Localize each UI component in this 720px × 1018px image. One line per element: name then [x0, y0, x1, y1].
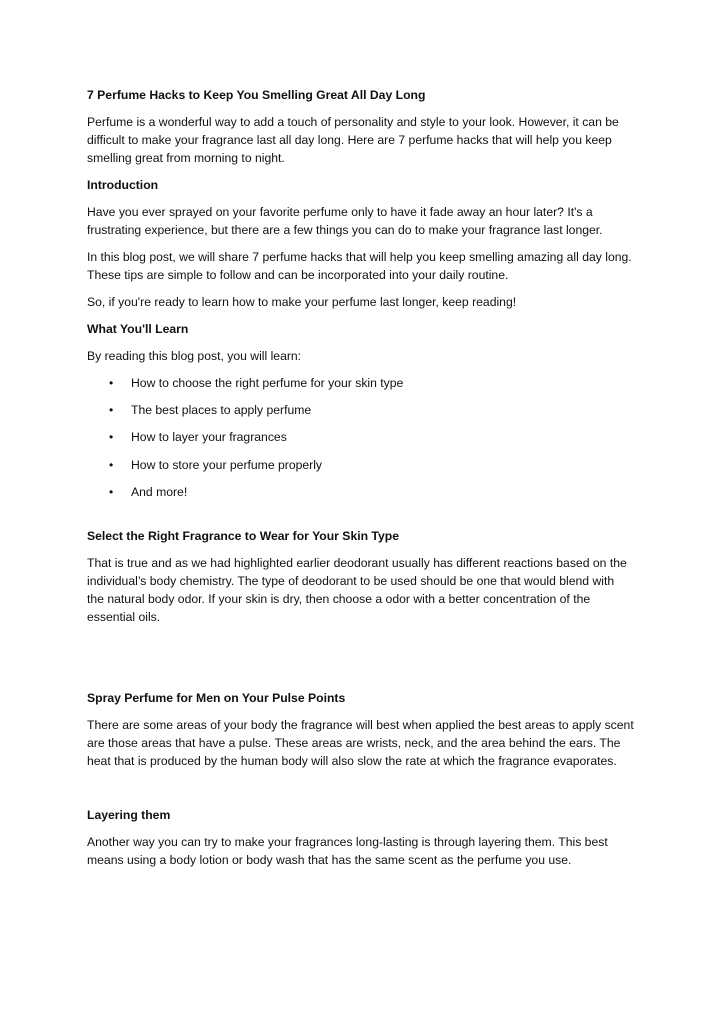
introduction-heading: Introduction: [87, 178, 159, 192]
list-item: How to store your perfume properly: [131, 458, 323, 472]
introduction-paragraph-line: Have you ever sprayed on your favorite perfume only to have it fade away an hour later? It's a: [87, 205, 593, 219]
intro-line: smelling great from morning to night.: [87, 151, 285, 165]
skin-type-heading: Select the Right Fragrance to Wear for Your Skin Type: [87, 529, 399, 543]
bullet-icon: •: [109, 458, 114, 472]
list-item: And more!: [131, 485, 188, 499]
layering-heading: Layering them: [87, 808, 171, 822]
introduction-paragraph-line: So, if you're ready to learn how to make your perfume last longer, keep reading!: [87, 295, 517, 309]
bullet-icon: •: [109, 430, 114, 444]
introduction-paragraph-line: These tips are simple to follow and can be incorporated into your daily routine.: [87, 268, 509, 282]
pulse-points-line: are those areas that have a pulse. These areas are wrists, neck, and the area behind the ears. The: [87, 736, 621, 750]
list-item: How to choose the right perfume for your skin type: [131, 376, 404, 390]
layering-line: Another way you can try to make your fragrances long-lasting is through layering them. This best: [87, 835, 608, 849]
bullet-icon: •: [109, 376, 114, 390]
skin-type-line: That is true and as we had highlighted earlier deodorant usually has different reactions based on the: [87, 556, 627, 570]
list-item: The best places to apply perfume: [131, 403, 312, 417]
list-item: How to layer your fragrances: [131, 430, 287, 444]
skin-type-line: essential oils.: [87, 610, 161, 624]
pulse-points-heading: Spray Perfume for Men on Your Pulse Points: [87, 691, 346, 705]
skin-type-line: the natural body odor. If your skin is dry, then choose a odor with a better concentration of the: [87, 592, 591, 606]
learn-lead: By reading this blog post, you will learn:: [87, 349, 302, 363]
introduction-paragraph-line: In this blog post, we will share 7 perfume hacks that will help you keep smelling amazing all day long.: [87, 250, 632, 264]
bullet-icon: •: [109, 485, 114, 499]
layering-line: means using a body lotion or body wash that has the same scent as the perfume you use.: [87, 853, 572, 867]
introduction-paragraph-line: frustrating experience, but there are a few things you can do to make your fragrance last longer.: [87, 223, 603, 237]
learn-heading: What You'll Learn: [87, 322, 189, 336]
bullet-icon: •: [109, 403, 114, 417]
intro-line: difficult to make your fragrance last all day long. Here are 7 perfume hacks that will help you keep: [87, 133, 612, 147]
pulse-points-line: heat that is produced by the human body will also slow the rate at which the fragrance evaporates.: [87, 754, 617, 768]
document-title: 7 Perfume Hacks to Keep You Smelling Great All Day Long: [87, 88, 426, 102]
pulse-points-line: There are some areas of your body the fragrance will best when applied the best areas to apply scent: [87, 718, 634, 732]
skin-type-line: individual’s body chemistry. The type of deodorant to be used should be one that would blend with: [87, 574, 615, 588]
intro-line: Perfume is a wonderful way to add a touch of personality and style to your look. However, it can be: [87, 115, 619, 129]
